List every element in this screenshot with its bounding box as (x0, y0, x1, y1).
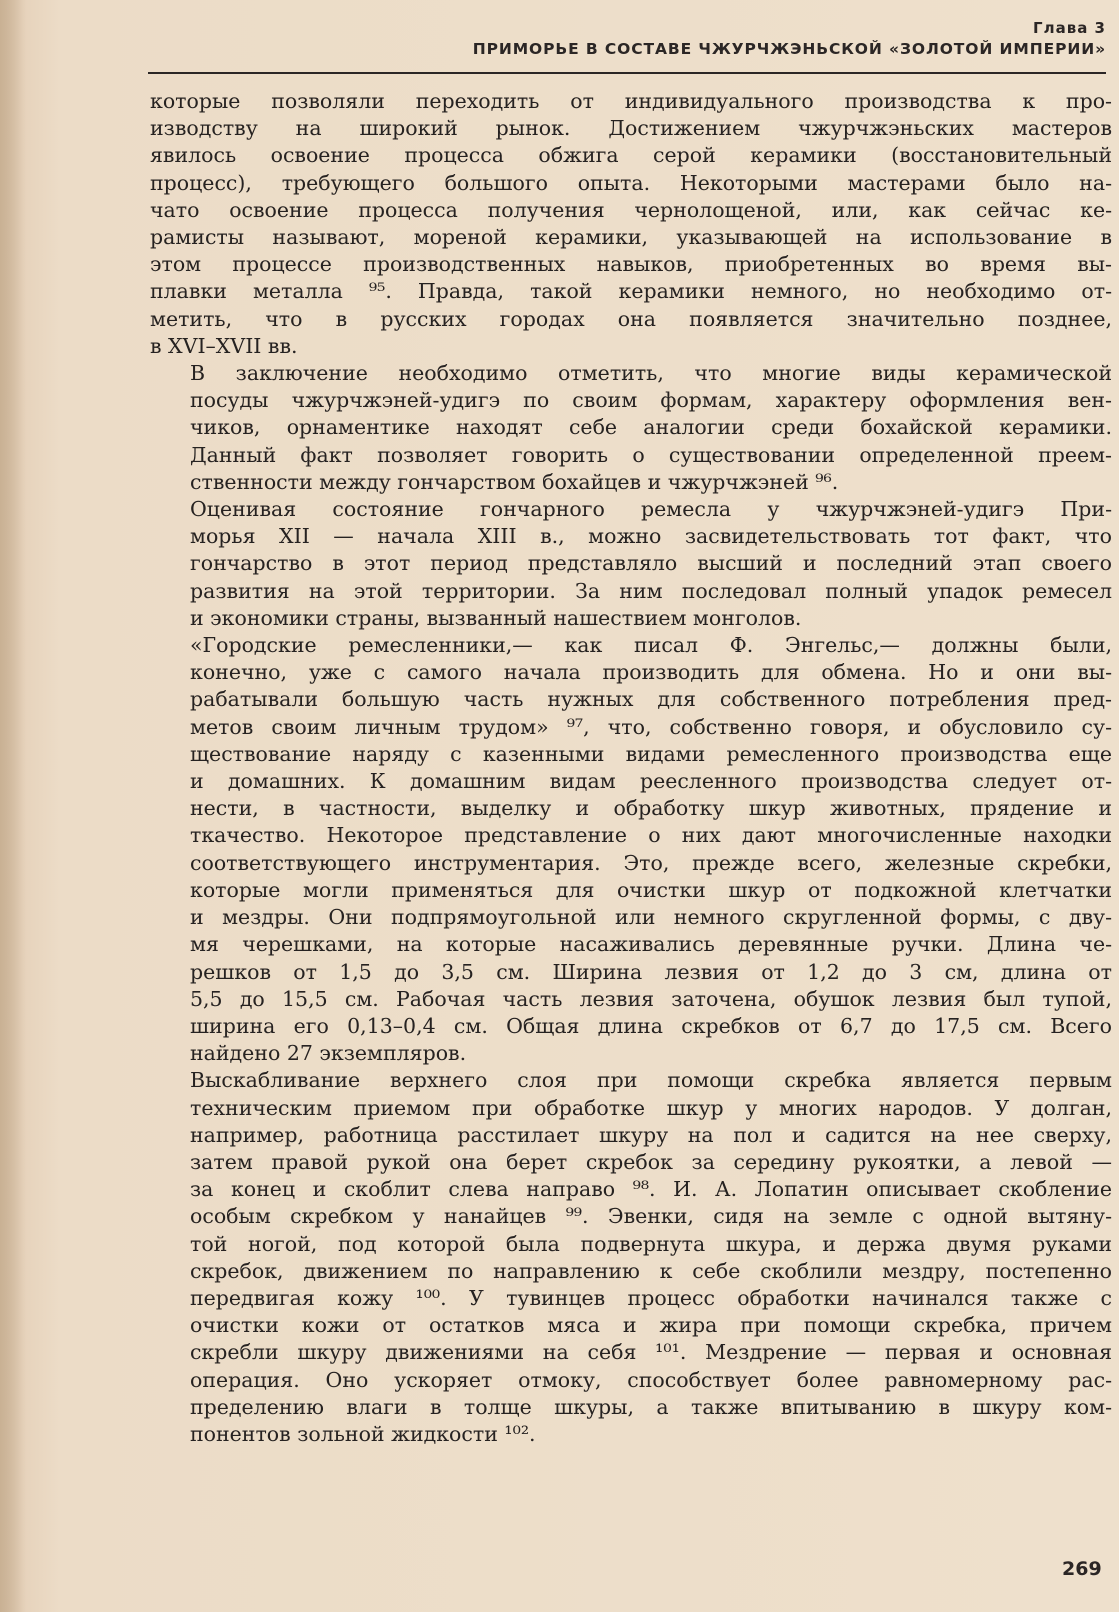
body-text (150, 88, 1112, 1448)
paragraph (150, 632, 1112, 1067)
text-line: понентов зольной жидкости ¹⁰². (190, 1421, 536, 1446)
text-line: пределению влаги в толще шкуры, а также впитыванию в шкуру ком- (190, 1394, 1112, 1419)
paragraph (150, 1067, 1112, 1448)
text-line: найдено 27 экземпляров. (190, 1041, 467, 1066)
text-line: рамисты называют, мореной керамики, указывающей на использование в (150, 225, 1112, 250)
text-line: развития на этой территории. За ним последовал полный упадок ремесел (190, 578, 1112, 603)
text-line: «Городские ремесленники,— как писал Ф. Энгельс,— должны были, (190, 633, 1112, 658)
text-line: посуды чжурчжэней-удигэ по своим формам, характеру оформления вен- (190, 388, 1112, 413)
text-line: ширина его 0,13–0,4 см. Общая длина скребков от 6,7 до 17,5 см. Всего (190, 1013, 1112, 1038)
text-line: мя черешками, на которые насаживались деревянные ручки. Длина че- (190, 932, 1112, 957)
text-line: и домашних. К домашним видам реесленного производства следует от- (190, 769, 1112, 794)
text-line: изводству на широкий рынок. Достижением чжурчжэньских мастеров (150, 116, 1112, 141)
text-line: соответствующего инструментария. Это, прежде всего, железные скребки, (190, 850, 1112, 875)
paragraph (150, 496, 1112, 632)
text-line: которые позволяли переходить от индивидуального производства к про- (150, 89, 1112, 113)
text-line: плавки металла ⁹⁵. Правда, такой керамики немного, но необходимо от- (150, 279, 1112, 304)
text-line: ткачество. Некоторое представление о них дают многочисленные находки (190, 823, 1112, 848)
text-line: Выскабливание верхнего слоя при помощи скребка является первым (190, 1068, 1112, 1093)
text-line: конечно, уже с самого начала производить для обмена. Но и они вы- (190, 660, 1112, 685)
text-line: передвигая кожу ¹⁰⁰. У тувинцев процесс обработки начинался также с (190, 1285, 1112, 1310)
text-line: этом процессе производственных навыков, приобретенных во время вы- (150, 252, 1112, 277)
text-line: Данный факт позволяет говорить о существовании определенной преем- (190, 442, 1112, 467)
text-line: операция. Оно ускоряет отмоку, способствует более равномерному рас- (190, 1367, 1112, 1392)
text-line: рабатывали большую часть нужных для собственного потребления пред- (190, 687, 1112, 712)
text-line: явилось освоение процесса обжига серой керамики (восстановительный (150, 143, 1112, 168)
text-line: например, работница расстилает шкуру на пол и садится на нее сверху, (190, 1122, 1112, 1147)
paragraph (150, 88, 1112, 360)
text-line: в XVI–XVII вв. (150, 333, 298, 358)
text-line: нести, в частности, выделку и обработку шкур животных, прядение и (190, 796, 1112, 821)
text-line: чато освоение процесса получения чернолощеной, или, как сейчас ке- (150, 197, 1112, 222)
text-line: за конец и скоблит слева направо ⁹⁸. И. А. Лопатин описывает скобление (190, 1177, 1112, 1202)
chapter-title: ПРИМОРЬЕ В СОСТАВЕ ЧЖУРЧЖЭНЬСКОЙ «ЗОЛОТОЙ ИМПЕРИИ» (472, 40, 1106, 58)
page-number: 269 (1062, 1558, 1102, 1580)
text-line: той ногой, под которой была подвернута шкура, и держа двумя руками (190, 1231, 1112, 1256)
text-line: ществование наряду с казенными видами ремесленного производства еще (190, 741, 1112, 766)
text-line: скребли шкуру движениями на себя ¹⁰¹. Мездрение — первая и основная (190, 1340, 1112, 1365)
text-line: метов своим личным трудом» ⁹⁷, что, собственно говоря, и обусловило су- (190, 714, 1112, 739)
text-line: ственности между гончарством бохайцев и чжурчжэней ⁹⁶. (190, 469, 839, 494)
text-line: чиков, орнаментике находят себе аналогии среди бохайской керамики. (190, 415, 1112, 440)
chapter-label: Глава 3 (1033, 19, 1106, 37)
text-line: и экономики страны, вызванный нашествием монголов. (190, 605, 802, 630)
page-gutter-shadow (0, 0, 26, 1612)
running-head (148, 18, 1106, 60)
text-line: морья XII — начала XIII в., можно засвидетельствовать тот факт, что (190, 524, 1112, 549)
text-line: метить, что в русских городах она появляется значительно позднее, (150, 306, 1112, 331)
text-line: очистки кожи от остатков мяса и жира при помощи скребка, причем (190, 1313, 1112, 1338)
text-line: 5,5 до 15,5 см. Рабочая часть лезвия заточена, обушок лезвия был тупой, (190, 986, 1112, 1011)
text-line: процесс), требующего большого опыта. Некоторыми мастерами было на- (150, 170, 1112, 195)
text-line: Оценивая состояние гончарного ремесла у чжурчжэней-удигэ При- (190, 497, 1112, 522)
text-line: особым скребком у нанайцев ⁹⁹. Эвенки, сидя на земле с одной вытяну- (190, 1204, 1112, 1229)
text-line: техническим приемом при обработке шкур у многих народов. У долган, (190, 1095, 1112, 1120)
text-line: которые могли применяться для очистки шкур от подкожной клетчатки (190, 877, 1112, 902)
text-line: В заключение необходимо отметить, что многие виды керамической (190, 361, 1112, 386)
text-line: решков от 1,5 до 3,5 см. Ширина лезвия от 1,2 до 3 см, длина от (190, 959, 1112, 984)
header-rule (148, 72, 1106, 74)
text-line: затем правой рукой она берет скребок за середину рукоятки, а левой — (190, 1149, 1112, 1174)
text-line: гончарство в этот период представляло высший и последний этап своего (190, 551, 1112, 576)
text-line: и мездры. Они подпрямоугольной или немного скругленной формы, с дву- (190, 905, 1112, 930)
text-line: скребок, движением по направлению к себе скоблили мездру, постепенно (190, 1258, 1112, 1283)
paragraph (150, 360, 1112, 496)
